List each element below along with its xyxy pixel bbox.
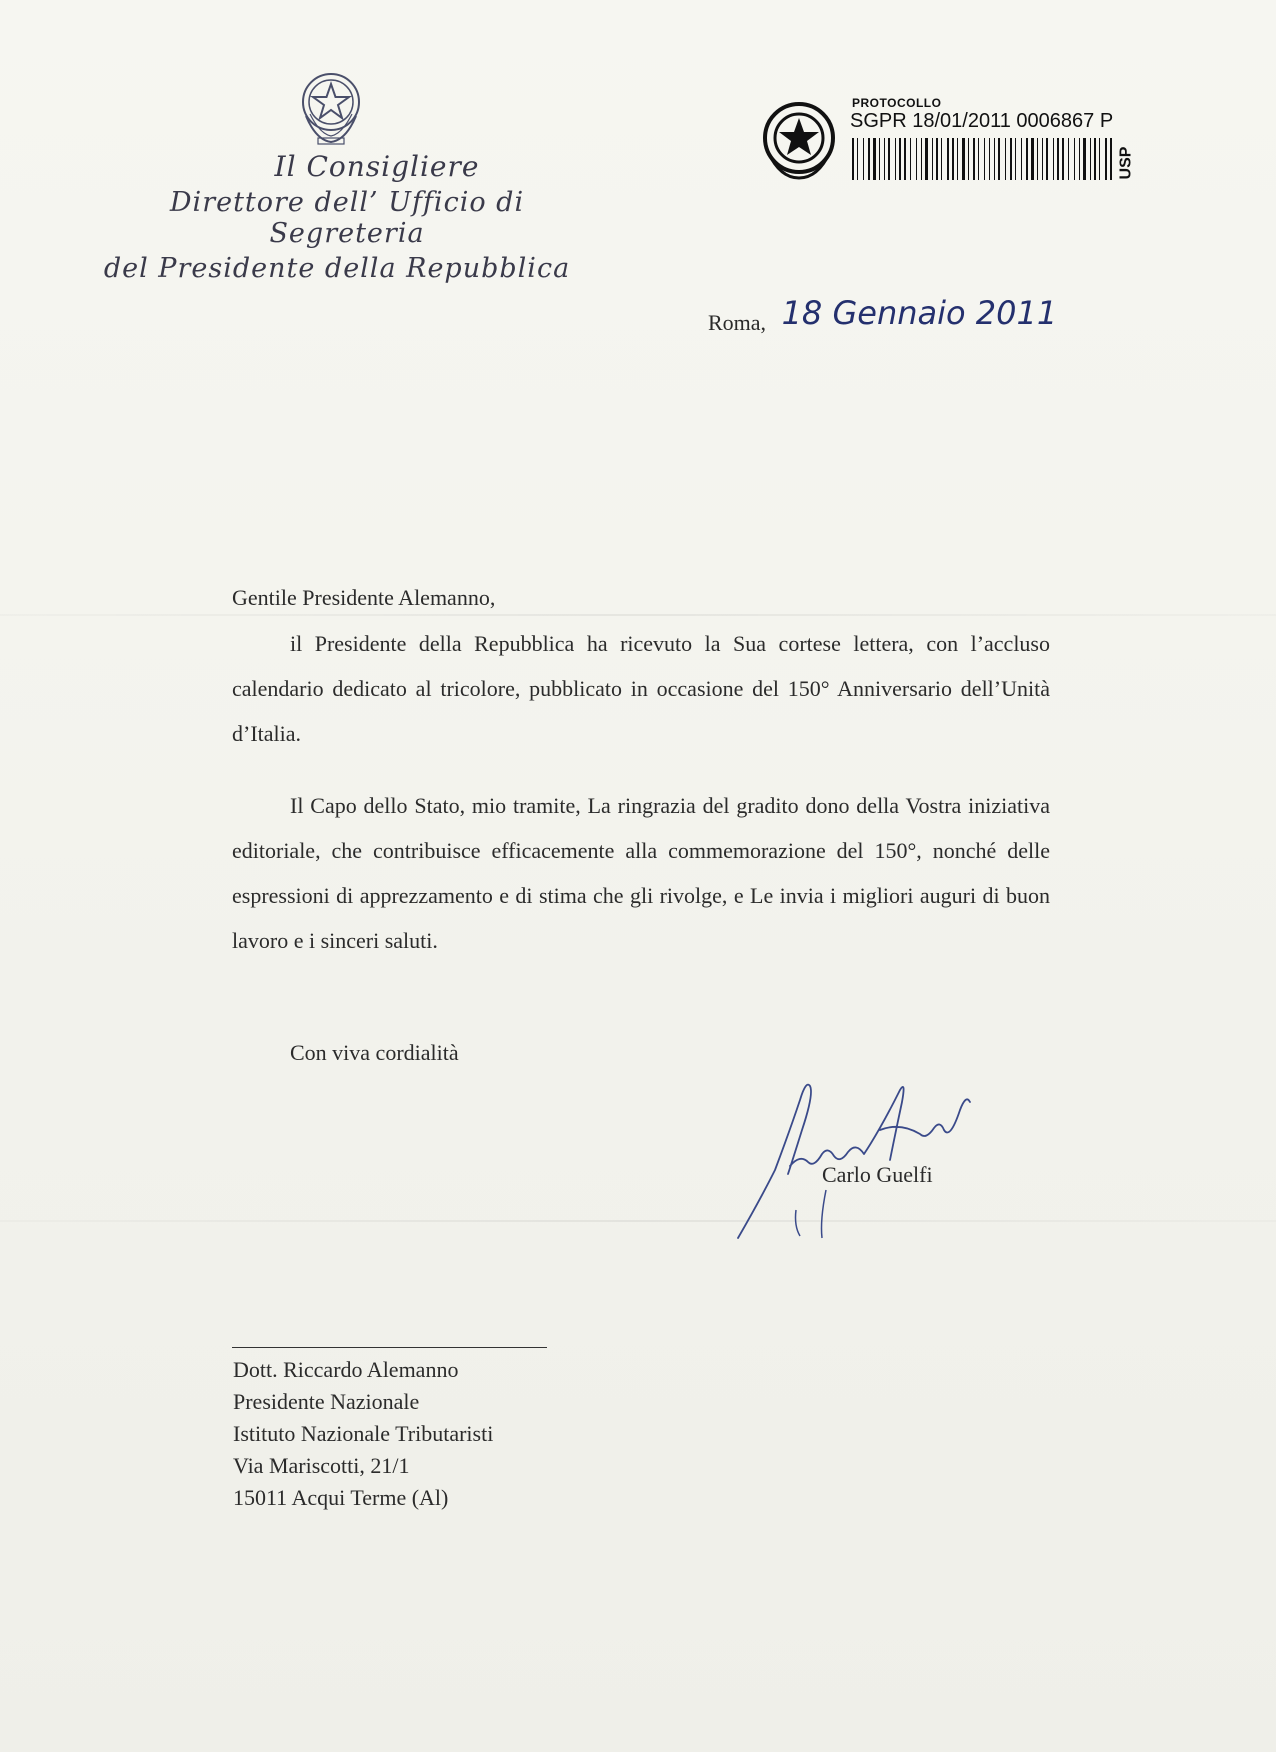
barcode-bar — [1031, 138, 1034, 180]
barcode-bar — [962, 138, 965, 180]
barcode-bar — [941, 138, 942, 180]
protocol-stamp — [760, 90, 1160, 190]
paragraph-2: Il Capo dello Stato, mio tramite, La ringrazia del gradito dono della Vostra iniziativa editoriale, che contribuisce efficacemente alla commemorazione del 150°, nonché delle espressioni di apprezzamento e di stima che gli rivolge, e Le invia i migliori auguri di buon lavoro e i sinceri saluti. — [232, 793, 1050, 953]
barcode-bar — [1074, 138, 1075, 180]
barcode-bar — [994, 138, 995, 180]
recipient-organization: Istituto Nazionale Tributaristi — [233, 1421, 494, 1446]
paragraph-1: il Presidente della Repubblica ha ricevuto la Sua cortese lettera, con l’accluso calendario dedicato al tricolore, pubblicato in occasione del 150° Anniversario dell’Unità d’Italia. — [232, 631, 1050, 746]
barcode-bar — [936, 138, 938, 180]
barcode-bar — [895, 138, 896, 180]
barcode-bar — [921, 138, 922, 180]
barcode-bar — [1046, 138, 1048, 180]
barcode-bar — [868, 138, 870, 180]
recipient-city: 15011 Acqui Terme (Al) — [233, 1485, 449, 1510]
letterhead-line-2: Direttore dell’ Ufficio di Segreteria — [169, 187, 525, 249]
barcode-bar — [904, 138, 906, 180]
barcode-bar — [916, 138, 917, 180]
barcode-bar — [884, 138, 885, 180]
barcode-bar — [1053, 138, 1054, 180]
barcode-bar — [857, 138, 858, 180]
barcode-bar — [952, 138, 954, 180]
signature — [730, 1050, 1030, 1250]
recipient-name: Dott. Riccardo Alemanno — [233, 1357, 459, 1382]
barcode-bar — [1062, 138, 1064, 180]
barcode-bar — [973, 138, 975, 180]
letterhead-line-3: del Presidente della Repubblica — [103, 253, 571, 284]
date-handwritten: 18 Gennaio 2011 — [781, 294, 1058, 332]
barcode-bar — [1094, 138, 1096, 180]
barcode-bar — [1010, 138, 1012, 180]
barcode-bar — [984, 138, 985, 180]
barcode-bar — [932, 138, 933, 180]
republic-emblem-icon — [296, 68, 366, 148]
barcode-bar — [1090, 138, 1091, 180]
barcode-bar — [1042, 138, 1043, 180]
letterhead-line-1: Il Consigliere — [274, 150, 480, 183]
barcode-bar — [1083, 138, 1086, 180]
barcode-bar — [925, 138, 928, 180]
salutation: Gentile Presidente Alemanno, — [232, 585, 496, 610]
barcode-bar — [1015, 138, 1016, 180]
address-divider — [232, 1347, 547, 1348]
barcode-bar — [1068, 138, 1069, 180]
barcode-bar — [947, 138, 949, 180]
protocol-label: PROTOCOLLO — [852, 96, 942, 110]
barcode-bar — [873, 138, 876, 180]
barcode-bar — [899, 138, 901, 180]
barcode-bar — [863, 138, 864, 180]
barcode-bar — [1099, 138, 1100, 180]
recipient-address — [233, 1354, 493, 1514]
barcode-bar — [1057, 138, 1059, 180]
barcode-bar — [1005, 138, 1006, 180]
barcode-bar — [1037, 138, 1038, 180]
paper-fold — [0, 1220, 1276, 1222]
signer-name: Carlo Guelfi — [822, 1162, 933, 1187]
barcode-bar — [978, 138, 979, 180]
barcode-bar — [910, 138, 911, 180]
barcode-bar — [1105, 138, 1107, 180]
barcode-bar — [879, 138, 880, 180]
barcode-bar — [968, 138, 969, 180]
date-line — [708, 294, 1058, 338]
barcode-bar — [1079, 138, 1080, 180]
barcode-bar — [852, 138, 854, 180]
barcode-bar — [888, 138, 890, 180]
barcode-bar — [989, 138, 990, 180]
barcode — [852, 138, 1114, 180]
barcode-bar — [1021, 138, 1022, 180]
protocol-office: USP — [1117, 146, 1135, 180]
barcode-bar — [1026, 138, 1028, 180]
barcode-bar — [957, 138, 958, 180]
date-place: Roma, — [708, 310, 767, 335]
barcode-bar — [1110, 138, 1112, 180]
stamp-emblem-icon — [760, 100, 838, 180]
closing: Con viva cordialità — [290, 1040, 459, 1065]
barcode-bar — [998, 138, 1000, 180]
recipient-title: Presidente Nazionale — [233, 1389, 420, 1414]
protocol-code: SGPR 18/01/2011 0006867 P — [850, 110, 1114, 132]
letterhead — [92, 150, 602, 284]
recipient-street: Via Mariscotti, 21/1 — [233, 1453, 410, 1478]
